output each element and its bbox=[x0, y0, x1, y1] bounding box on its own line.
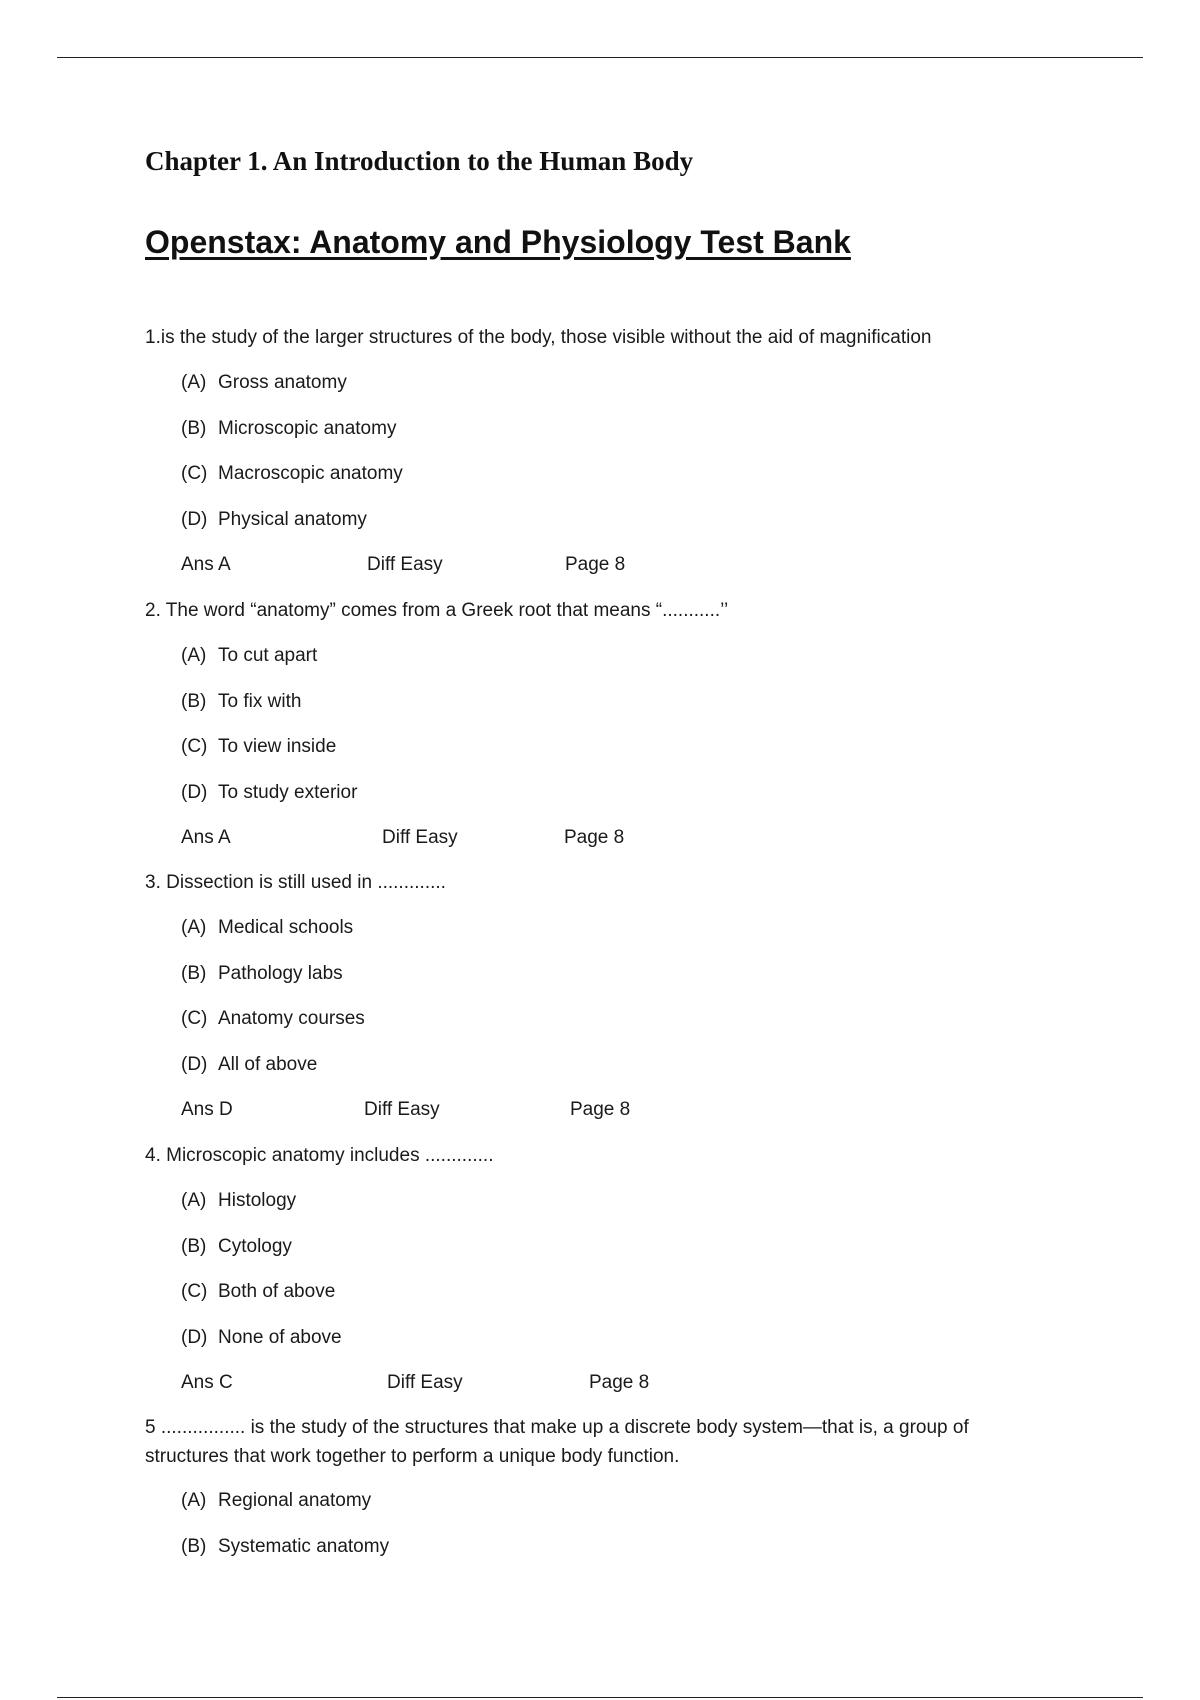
question-4-text: 4. Microscopic anatomy includes ............. bbox=[145, 1145, 494, 1166]
difficulty-1: Diff Easy bbox=[367, 554, 443, 575]
option-letter: (C) bbox=[181, 463, 208, 484]
option-letter: (C) bbox=[181, 736, 208, 757]
answer-1: Ans A bbox=[181, 554, 231, 575]
question-5-text: 5 ................ is the study of the structures that make up a discrete body system—that is, a group of structures that work together to perform a unique body function. bbox=[145, 1417, 969, 1467]
option-text: To study exterior bbox=[218, 782, 358, 803]
test-bank-title: Openstax: Anatomy and Physiology Test Bank bbox=[145, 224, 851, 260]
answer-2: Ans A bbox=[181, 827, 231, 848]
option-letter: (A) bbox=[181, 917, 207, 938]
option-text: Pathology labs bbox=[218, 963, 343, 984]
option-text: All of above bbox=[218, 1054, 318, 1075]
top-rule bbox=[57, 57, 1143, 58]
option-1d bbox=[181, 509, 367, 531]
answer-4: Ans C bbox=[181, 1372, 233, 1393]
option-3b bbox=[181, 963, 343, 985]
option-4d bbox=[181, 1327, 342, 1349]
question-2-text: 2. The word “anatomy” comes from a Greek root that means “...........’’ bbox=[145, 600, 729, 621]
option-5a bbox=[181, 1490, 371, 1512]
option-2b bbox=[181, 691, 301, 713]
option-4b bbox=[181, 1236, 292, 1258]
option-text: To cut apart bbox=[218, 645, 318, 666]
option-3c bbox=[181, 1008, 365, 1030]
option-letter: (A) bbox=[181, 1490, 207, 1511]
option-5b bbox=[181, 1536, 389, 1558]
bottom-rule bbox=[57, 1697, 1143, 1698]
option-4c bbox=[181, 1281, 335, 1303]
difficulty-3: Diff Easy bbox=[364, 1099, 440, 1120]
option-text: To fix with bbox=[218, 691, 302, 712]
option-letter: (D) bbox=[181, 782, 208, 803]
option-text: Anatomy courses bbox=[218, 1008, 365, 1029]
option-text: None of above bbox=[218, 1327, 342, 1348]
option-letter: (D) bbox=[181, 509, 208, 530]
option-1b bbox=[181, 418, 396, 440]
answer-3: Ans D bbox=[181, 1099, 233, 1120]
option-2d bbox=[181, 782, 357, 804]
page-ref-2: Page 8 bbox=[564, 827, 625, 848]
option-3a bbox=[181, 917, 353, 939]
option-letter: (C) bbox=[181, 1281, 208, 1302]
option-text: Histology bbox=[218, 1190, 297, 1211]
difficulty-4: Diff Easy bbox=[387, 1372, 463, 1393]
page-ref-4: Page 8 bbox=[589, 1372, 650, 1393]
option-letter: (B) bbox=[181, 1536, 207, 1557]
option-1c bbox=[181, 463, 403, 485]
option-letter: (B) bbox=[181, 1236, 207, 1257]
option-letter: (D) bbox=[181, 1327, 208, 1348]
option-text: Medical schools bbox=[218, 917, 354, 938]
option-text: Regional anatomy bbox=[218, 1490, 372, 1511]
option-text: Gross anatomy bbox=[218, 372, 347, 393]
option-text: To view inside bbox=[218, 736, 337, 757]
option-text: Microscopic anatomy bbox=[218, 418, 397, 439]
option-text: Systematic anatomy bbox=[218, 1536, 390, 1557]
option-2a bbox=[181, 645, 317, 667]
option-text: Macroscopic anatomy bbox=[218, 463, 403, 484]
option-letter: (A) bbox=[181, 1190, 207, 1211]
chapter-title: Chapter 1. An Introduction to the Human Body bbox=[145, 146, 694, 176]
option-letter: (C) bbox=[181, 1008, 208, 1029]
question-1-text: 1.is the study of the larger structures of the body, those visible without the aid of magnification bbox=[145, 327, 932, 348]
page-ref-1: Page 8 bbox=[565, 554, 626, 575]
option-3d bbox=[181, 1054, 317, 1076]
option-letter: (B) bbox=[181, 418, 207, 439]
question-3-text: 3. Dissection is still used in ............. bbox=[145, 872, 446, 893]
option-1a bbox=[181, 372, 347, 394]
option-4a bbox=[181, 1190, 296, 1212]
page-ref-3: Page 8 bbox=[570, 1099, 631, 1120]
option-letter: (D) bbox=[181, 1054, 208, 1075]
difficulty-2: Diff Easy bbox=[382, 827, 458, 848]
option-2c bbox=[181, 736, 336, 758]
option-text: Both of above bbox=[218, 1281, 336, 1302]
option-letter: (A) bbox=[181, 372, 207, 393]
option-letter: (B) bbox=[181, 963, 207, 984]
option-letter: (B) bbox=[181, 691, 207, 712]
option-text: Cytology bbox=[218, 1236, 292, 1257]
option-text: Physical anatomy bbox=[218, 509, 367, 530]
option-letter: (A) bbox=[181, 645, 207, 666]
